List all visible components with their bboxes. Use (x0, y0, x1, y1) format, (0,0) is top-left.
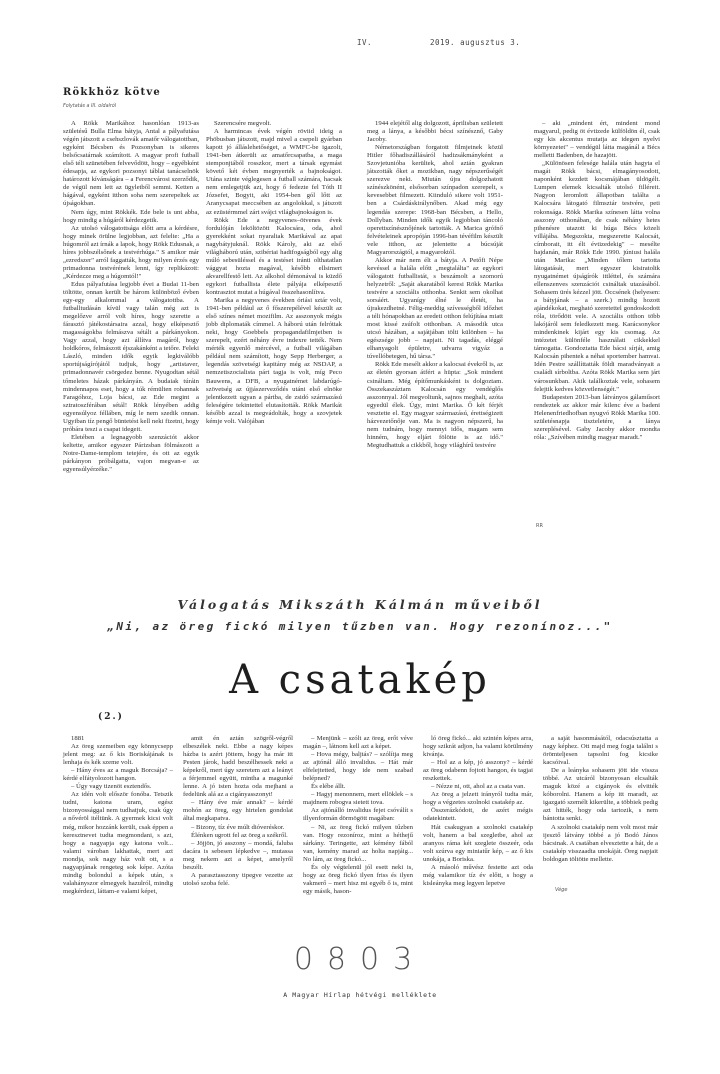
issue-date: 2019. augusztus 3. (430, 38, 521, 47)
article-column-4 (534, 120, 660, 442)
section-number: IV. (357, 38, 373, 47)
paragraph: „Különösen felesége halála után hagyta el magát Rökk bácsi, elmagányosodott, naponként kezdett kocsmájában üldögélt. Lumpen elemek kicsalták utolsó filléreit. Nagyon leromlott állapotban találta a Kalocsára látogató filmsztár testvére, peti rokonsága. Rökk Marika színesen látta volna asszony otthonában, de csak néhány hetes pihenésre utazott ki húga Bécs közeli villájába. Megszokta, megszerette Kalocsát, címborait, itt élt évtizedekig" – mesélte hajdanán, már Rökk Ede 1990. júniusi halála után Marika: „Minden tőlem tartotta látogatását, mert egyszer kisiratoltk nyugatnémet újságírók ittléttel, és számára ellenszenves szenzációt csináltak utazásából. Sohasem ürés kézzel jött. Öccsének (helyesen: a bátyjának – a szerk.) mindig hozott ajándékokat, megható szeretettel gondoskodott róla, törődött vele. A szociális otthon több lakójáról sem feledkezett meg. Karácsonykor mindenkinek kijárt egy kis csomag. Az intézetet különféle használati cikkekkel támogatta. Gondoztatta Ede bácsi sírját, amig Kalocsán pihentek a néhai sportember hamvai. Idén Pestre szállíttatták földi maradványait a családi sírboltba. Azóta Rökk Marika sem járt városunkban. Akik találkoztak vele, sohasem felejtik kedves közvetlenségét." (534, 160, 660, 393)
paragraph: – Úgy vagy tizenöt esztendős. (71, 783, 152, 791)
paragraph: Hát csakugyan a szolnoki csatakép volt, hanem a bal szegletbe, ahol az aranyos ráma két szeglete összeér, oda volt szúrva egy miniatűr kép, – az ő kis unokája, a Boriska. (423, 823, 533, 863)
paragraph: A harmincas évek végén röviid ideig a Phöbusban játszott, majd mivel a csepeli gyárban kapott jó álláslehetőséget, a WMFC-be igazolt, 1941-ben átkerült az amatőrcsapatba, a maga stemponjtából rosszkor, mert a társak egymást követő két évben megnyerték a bajnokságot. Utána szinte véglegesen a futball számára, hacsak nem emlegetjük azt, hogy ő fedezte fel Tóth II Józsefet, Bogyit, aki 1954-ben gól lőtt az Aranycsapat meccsében az angolokkal, s játszott az ezüstérmmel zárt svájci világbajnokságon is. (206, 128, 342, 216)
paragraph: Eletében a legnagyobb szenzációt akkor keltette, amikor egyszer Párizsban fölmászott a Notre-Dame-templom tetejére, és ott az egyik párkányon próbálgatta, vajon megvan-e az egyensúlyérzéke." (63, 433, 199, 474)
paragraph: Marika a negyvenes években óriási sztár volt, 1941-ben például az ő főszerepélével készült az első színes német mozifilm. Az asszonyok mégis jobb diplomaták címmel. A háború után felróttak neki, hogy Goebbels propagandafilmjeiben is szerepelt, ezért néhány évre indexre tették. Nem mérték egyenlő mércével, a futball világában például nem számított, hogy Sepp Herberger, a legendás szövetségi kapitány még az NSDAP, a nemzetiszocialista párt tagja is volt, míg Peco Bauwens, a DFB, a nyugatnémet labdarúgó-szövetség az újjászerveződés utáni első elnöke jelentkezett ugyan a pártba, de zsidó származású feleségére tekintettel elutasították. Rökk Marikát később azzal is megvádolták, hogy a szovjetek kémje volt. Valójában (206, 297, 342, 425)
series-title: Válogatás Mikszáth Kálmán műveiből (177, 597, 543, 612)
supplement-caption: A Magyar Hírlap hétvégi melléklete (283, 991, 437, 999)
article-continuation-note: Folytatás a III. oldalról (63, 104, 117, 109)
paragraph: Németországban forgatott filmjeinek közül Hitler főhadiszállásáról hadizsákmányként a Szovjetunióba kerültek, ahol aztán gyakran játszották őket a mozikban, nagy népszerűségét szerezve neki. Miután újra dolgozhatott színészkönént, elsősorban színpadon szerepelt, s kevesebbet filmezett. Kiinduló sikere volt 1951-ben a Csárdáskirálynőben. Akad még egy legendás szerepe: 1968-ban Bécsben, a Hello, Dollyban. Minden idők egyik legjobban táncoló operettszínésznőjének tartották. A Marica grófnő felvételeinek apropóján 1996-ban tévéfilm készült vele itthon, az jelentette a búcsúját Magyarországtól, a magyaroktól. (367, 144, 503, 256)
story-column-3 (303, 735, 413, 896)
paragraph: A Rökk Marikához hasonlóan 1913-as születésű Bulla Elma bátyja, Antal a pályafutása végén játszott a csehszlovák amatőr válogatottban, egyként Bécsben és Pozsonyban is sikeres belsőcsatárnak számított. A magyar profi futball első téli szünetében felvevődött, hogy – egyébként édesapja, az egykori pozsonyi táblai tanácselnök határozott kívánságára – a Ferencvárosi szerződik, de végül nem lett az ügyletből semmi. Ketten a hágával, egyként itthon soha nem szerepeltek az újságokban. (63, 120, 199, 208)
paragraph: 1944 elejétől alig dolgozott, áprilisban született meg a lánya, a későbbi bécsi színésznő, Gaby Jacoby. (367, 120, 503, 144)
paragraph: Az idén volt először fonóba. Tetszik tudni, katona uram, egész bizonyossággal nem tudhatjuk, csak úgy a nővéröl itéltünk. A gyermek kicsi volt még, mikor hozzánk került, csak éppen a keresztnevet tudta megmondani, s azt, hogy a nagyapja egy katona volt... valami vároban lakhattak, mert azt mondja, sok nagy ház volt ott, s a nagyapjának rengeteg sok képe. Azóta mindig bolondul a képek után, s valahányszor elmegyek hazulról, mindig megkérdezi, láttam-e valami képet, (63, 791, 173, 895)
pull-quote: „Ni, az öreg fickó milyen tűzben van. Hogy rezonínoz..." (107, 620, 613, 633)
paragraph: – Hova mégy, baljtás? – szólítja meg az ajtónál álló invalidus. – Hát már elfelejtetted, hogy ide nem szabad belépned? (303, 751, 413, 783)
paragraph: Edus pályafutása legjobb évei a Budai 11-ben töltötte, onnan került be három különböző évben egy-egy alkalommal a válogatottba. A futballtudásán kívül vagy talán még azt is megelőzve arról volt híres, hogy szerette a fárasztó játékostársaira azzal, hogy elképesztő magasságokba felmászva sétált a párkányokon. Vagy azzal, hogy azt állítva magáról, hogy holdkóros, felmászott éjszakánként a tetőre. Feleki László, minden idők egyik legkiválóbb sportújságírójától tudjuk, hogy „artistaver, primadonnavér csörgedez benne. Nyugodtan sétál tőmeletes házak párkányán. A budaiak túráin mindennapos eset, hogy a túk rémülten rohannak Faragóhoz, Loja bácsi, az Ede megint a sztratoszférában sétál! Rökk lényében addig egyensúlyoz félláben, míg le nem szedik onnan. Ugyiban tíz pengő büntetést kell neki fizetni, hogy próbára teszi a csapat idegeit. (63, 280, 199, 433)
paragraph: Akkor már nem élt a bátyja. A Petőfi Népe kevéssel a halála előtt „megtalálta" az egykori válogatott futballistát, s beszámolt a szomorú helyzetről: „Saját akaratából keresi Rökk Marika testvére a szociális otthonba. Senkit sem okolhat sorsáért. Ugyanígy élné le életét, ha újrakezdhetné. Félig-meddig szívességből időzhet a téli hónapokban az eredeti otthon felújítása miatt most kissé zsúfolt otthonban. A második utca utcsó házában, a sajátjában tölti különben – ha egészsége jobb – napjait. Ni tagadás, eléggé elhanyagolt épületre, udvarra vigyáz a túvellóbetegen, hű társa." (367, 256, 503, 361)
article-signature: RR (536, 523, 543, 529)
paragraph: A parasztasszony tipegve vezette az utolsó szoba felé. (183, 871, 293, 887)
paragraph: Az utolsó válogatottsága előtt arra a kérdésre, hogy minek örülne legjobban, azt felelte: „Ha a húgomról azt írnák a lapok, hogy Rökk Edusnak, a híres jobbszélsőnek a testvérhúga." S amikor már „ezredszer" arról faggatták, hogy milyen érzés egy primadonna testvérének lenni, így replikázott: „Kérdezze meg a húgomtól!" (63, 224, 199, 280)
paragraph: – Hány éves az a maguk Borcsája? – kérdé elfátyolozott hangon. (63, 767, 173, 783)
paragraph: A szolnoki csatakép nem volt most már ijesztő látvány többé a jó Bodó János bácsinak. A csatában elvesztette a hát, de a csatakép visszaadta unokáját. Öreg napjait boldogan töltötte mellette. (543, 823, 658, 863)
paragraph: De a leányka sohasem jött ide vissza többé. Az utcáról bizonyosan elcsalták maguk közé a cigányok és elvitték kóborolni. Hanem a kép itt maradt, az igazgató személt kikerülte, a többiek pedig azt hitték, hogy oda tartozik, s nem bántotta senki. (543, 767, 658, 823)
article-column-3 (367, 120, 503, 450)
paragraph: Az ajtónálló invalidus fejet csóválít s illyenformán dörmögött magában: (303, 807, 413, 823)
paragraph: a saját hasonmásától, odacsúsztatta a nagy képhez. Ott majd meg fogja találni s örömteljesen tapsolni fog kicsike kacsóival. (543, 735, 658, 767)
paragraph: – Bizony, tíz éve múlt dióveréskor. (191, 823, 285, 831)
paragraph: – aki „mindent ért, mindent mond magyarul, pedig öt évtizede külföldön él, csak egy kis akcentus mutatja az idegen nyelvi környezetet" – vendégül látta magánál a Bécs melletti Badenben, de hazajött. (534, 120, 660, 160)
article-title: Rökkhöz kötve (63, 87, 161, 98)
paragraph: Nem úgy, mint Rökkék. Ede bele is unt abba, hogy mindig a húgáról kérdezgetik. (63, 208, 199, 224)
paragraph: Az öreg a jelzett irányról tudta már, hogy a végzetes szolnoki csatakép az. (423, 791, 533, 807)
paragraph: Az öreg szemeiben egy könnycsepp jelent meg: az ő kis Boriskájának is lenhaja és kék szeme volt. (63, 743, 173, 767)
paragraph: És elébe állt. (311, 783, 346, 791)
paragraph: Szerencsére megvolt. (214, 120, 272, 127)
story-column-4 (423, 735, 533, 888)
part-number: (2.) (98, 712, 124, 722)
article-column-2 (206, 120, 342, 426)
paragraph: – Hagyj menonnem, mert ellöklek – s majdnem robogva sietett tova. (303, 791, 413, 807)
page-number: 0803 (293, 942, 427, 977)
paragraph: – Menjünk – szólt az öreg, erőt véve magán –, látnom kell azt a képet. (303, 735, 413, 751)
paragraph: – Jöjjön, jó asszony – mondá, faluba dacára is sebesen lépkedve –, mutassa meg nekem azt a képet, amelyről beszélt. (183, 839, 293, 871)
paragraph: Rökk Ede a negyvenes–ötvenes évek fordulóján leköltözött Kalocsára, oda, ahol gyerekként sokat nyaraltak Marikával az apai nagybátyjuknál. Rökk Károly, aki az első világháború után, szibériai hadifogságból egy alig múló sebesüléssel és a testéset iránti olthatatlan vággyat hozta magával, később ellsimert akvarellfestő lett. Az alkohol démonával is küzdő egykori futballista élete pályája elképesztő kontrasztot mutat a húgával összehasonlítva. (206, 216, 342, 296)
story-column-5 (543, 735, 658, 864)
story-end-mark: Vége (555, 887, 568, 893)
paragraph: amit én aztán szögről-végről elbeszélek neki. Ebbe a nagy képes házba is azért jöttem, hogy ha már itt Pesten járok, hadd beszélhessek neki a képekről, mert úgy szeretem azt a leányt a férjemmel együtt, mintha a magunké lenne. A jó isten hozta oda mejhani a fedelünk alá az a cigányasszonyt! (183, 735, 293, 799)
paragraph: Budapesten 2013-ban látványos gálaműsort rendeztek az akkor már kilenc éve a badeni Helenenfriedhofban nyugvó Rökk Marika 100. születésnapja tiszteletére, a lánya szereplésével. Gaby Jacoby akkor mondta róla: „Szívében mindig magyar maradt." (534, 393, 660, 441)
paragraph: – Hol az a kép, jó asszony? – kérdé az öreg odabenn fojtott hangon, és tagjai reszkettek. (423, 759, 533, 783)
paragraph: A másoló művész festette azt oda még valamikor tíz év előtt, s hogy a kisleányka meg legyen lepetve (423, 863, 533, 887)
paragraph: ló öreg fickó... aki szintén képes arra, hogy szikrát adjon, ha valami körülmény kivánja. (423, 735, 533, 759)
paragraph: – Ni, az öreg fickó milyen tűzben van. Hogy rezoníroz, mint a héthejű sárkány. Teringette, azt kémény fából van, kemény marad az holta napjáig... No lám, az öreg fickó... (303, 823, 413, 863)
story-headline: A csatakép (229, 657, 491, 703)
paragraph: Összerázkódott, de azért mégis odatekintett. (423, 807, 533, 823)
paragraph: És oly végtelenül jól esett neki is, hogy az öreg fickó ilyen friss és ilyen vakmerő – mert hisz mi egyéb ő is, mint egy másik, hason- (303, 863, 413, 895)
article-column-1 (63, 120, 199, 474)
paragraph: 1881 (71, 735, 85, 742)
paragraph: – Nézze ni, ott, ahol az a csata van. (431, 783, 526, 791)
paragraph: Rökk Ede mesélt akkor a kalocsai évekről is, az az életén gyorsan átfért a hüpta: „Sok mindent csináltam. Még építőmunkásként is dolgoztam. Összekaszáztam Kalocsán egy vendéglős asszonnyal. Jól megvoltunk, sajnos meghalt, azóta egyedül élek. Úgy, mint Marika. Ő két férjét vesztette el. Egy magyar származású, érettségizett házvezetőnője van. Ma is nagyon népszerű, ha nem tudnám, hogy mennyi idős, magam sem hinném, hogy eljárt fölötte is az idő." Megtudhattuk a cikkből, hogy világhírű testvére (367, 361, 503, 449)
paragraph: – Hány éve már annak? – kérdé mohón az öreg, egy hirtelen gondolat által megkapatva. (183, 799, 293, 823)
story-column-2 (183, 735, 293, 888)
paragraph: Élénken ugrott fel az öreg a székről. (191, 831, 288, 839)
story-column-1 (63, 735, 173, 896)
